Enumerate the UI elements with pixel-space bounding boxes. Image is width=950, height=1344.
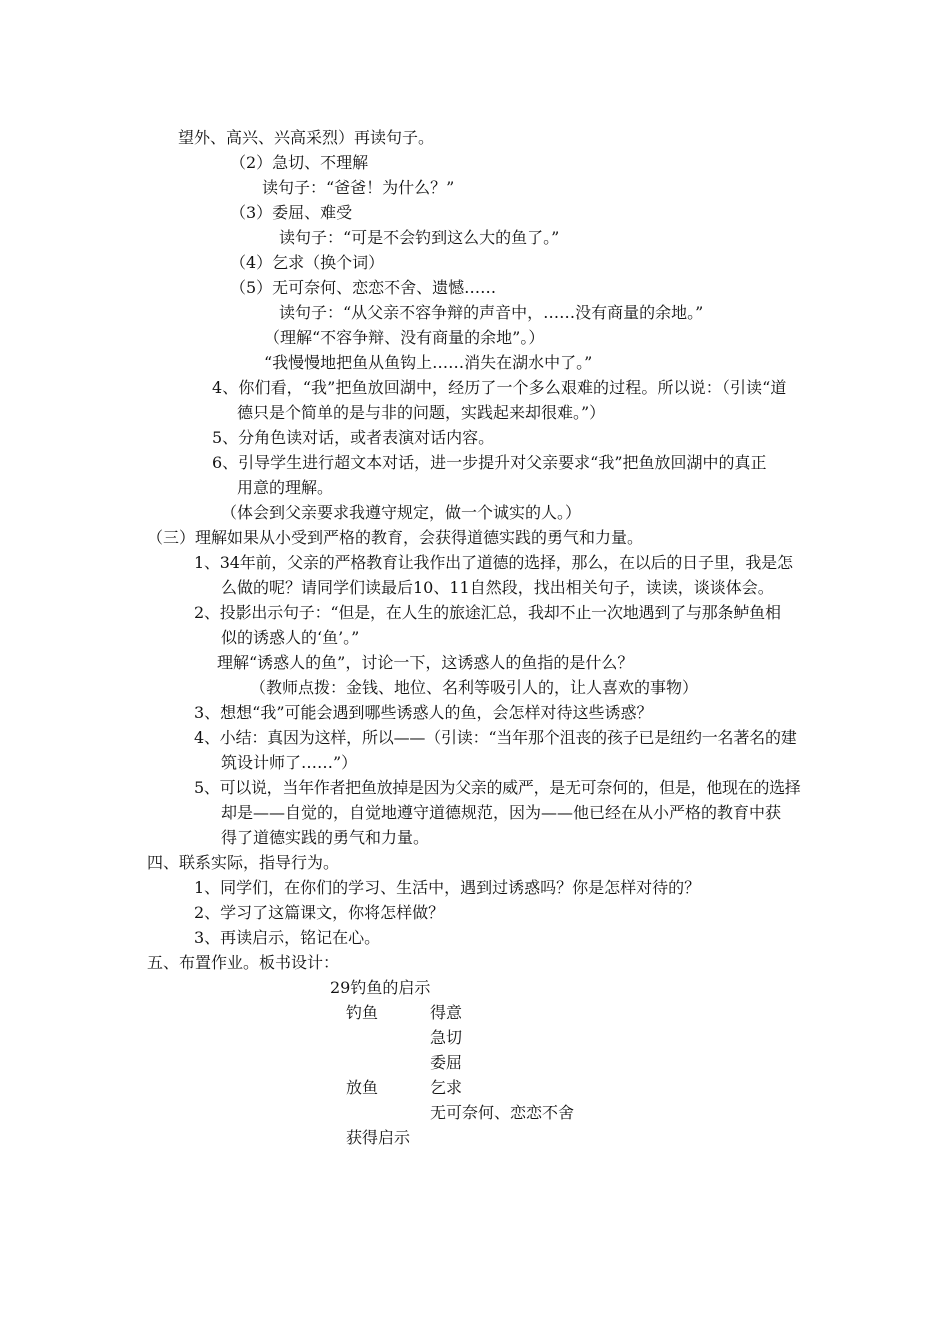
text-line: 6、引导学生进行超文本对话，进一步提升对父亲要求“我”把鱼放回湖中的真正 xyxy=(212,453,767,472)
text-line: 用意的理解。 xyxy=(237,478,334,497)
text-line: 理解“诱惑人的鱼”，讨论一下，这诱惑人的鱼指的是什么？ xyxy=(217,653,634,672)
section-heading: 四、联系实际，指导行为。 xyxy=(147,853,340,872)
text-line: 望外、高兴、兴高采烈）再读句子。 xyxy=(178,128,435,147)
board-label-gain: 获得启示 xyxy=(346,1128,411,1147)
text-line: 5、可以说，当年作者把鱼放掉是因为父亲的威严，是无可奈何的，但是，他现在的选择 xyxy=(194,778,801,797)
text-line: 3、再读启示，铭记在心。 xyxy=(194,928,381,947)
text-line: 读句子：“从父亲不容争辩的声音中，……没有商量的余地。” xyxy=(279,303,704,322)
board-label-release: 放鱼 xyxy=(346,1078,379,1097)
text-line: “我慢慢地把鱼从鱼钩上……消失在湖水中了。” xyxy=(264,353,593,372)
text-line: 读句子：“可是不会钓到这么大的鱼了。” xyxy=(279,228,560,247)
text-line: 么做的呢？请同学们读最后10、11自然段，找出相关句子，读读，谈谈体会。 xyxy=(221,578,774,597)
text-line: 得了道德实践的勇气和力量。 xyxy=(221,828,430,847)
text-line: （体会到父亲要求我遵守规定，做一个诚实的人。） xyxy=(221,503,582,522)
text-line: 2、投影出示句子：“但是，在人生的旅途汇总，我却不止一次地遇到了与那条鲈鱼相 xyxy=(194,603,781,622)
text-line: （2）急切、不理解 xyxy=(230,153,369,172)
text-line: 却是——自觉的，自觉地遵守道德规范，因为——他已经在从小严格的教育中获 xyxy=(221,803,782,822)
section-heading: 五、布置作业。板书设计： xyxy=(147,953,340,972)
text-line: 1、同学们，在你们的学习、生活中，遇到过诱惑吗？你是怎样对待的？ xyxy=(194,878,701,897)
text-line: （教师点拨：金钱、地位、名利等吸引人的，让人喜欢的事物） xyxy=(250,678,699,697)
text-line: （理解“不容争辩、没有商量的余地”。） xyxy=(264,328,545,347)
board-feeling: 得意 xyxy=(430,1003,463,1022)
text-line: （三）理解如果从小受到严格的教育，会获得道德实践的勇气和力量。 xyxy=(147,528,644,547)
text-line: 4、你们看，“我”把鱼放回湖中，经历了一个多么艰难的过程。所以说：（引读“道 xyxy=(212,378,787,397)
text-line: 读句子：“爸爸！为什么？” xyxy=(262,178,455,197)
text-line: 似的诱惑人的‘鱼’。” xyxy=(221,628,360,647)
text-line: （3）委屈、难受 xyxy=(230,203,353,222)
board-feeling: 急切 xyxy=(430,1028,463,1047)
board-feeling: 乞求 xyxy=(430,1078,463,1097)
board-title: 29钓鱼的启示 xyxy=(330,978,431,997)
board-feeling: 委屈 xyxy=(430,1053,463,1072)
text-line: 德只是个简单的是与非的问题，实践起来却很难。”） xyxy=(237,403,606,422)
text-line: 2、学习了这篇课文，你将怎样做？ xyxy=(194,903,445,922)
text-line: （4）乞求（换个词） xyxy=(230,253,385,272)
text-line: 3、想想“我”可能会遇到哪些诱惑人的鱼，会怎样对待这些诱惑？ xyxy=(194,703,653,722)
text-line: （5）无可奈何、恋恋不舍、遗憾…… xyxy=(230,278,497,297)
text-line: 筑设计师了……”） xyxy=(221,753,358,772)
text-line: 5、分角色读对话，或者表演对话内容。 xyxy=(212,428,495,447)
text-line: 1、34年前，父亲的严格教育让我作出了道德的选择，那么，在以后的日子里，我是怎 xyxy=(194,553,793,572)
text-line: 4、小结：真因为这样，所以——（引读：“当年那个沮丧的孩子已是纽约一名著名的建 xyxy=(194,728,797,747)
board-feeling: 无可奈何、恋恋不舍 xyxy=(430,1103,575,1122)
board-label-fishing: 钓鱼 xyxy=(346,1003,379,1022)
